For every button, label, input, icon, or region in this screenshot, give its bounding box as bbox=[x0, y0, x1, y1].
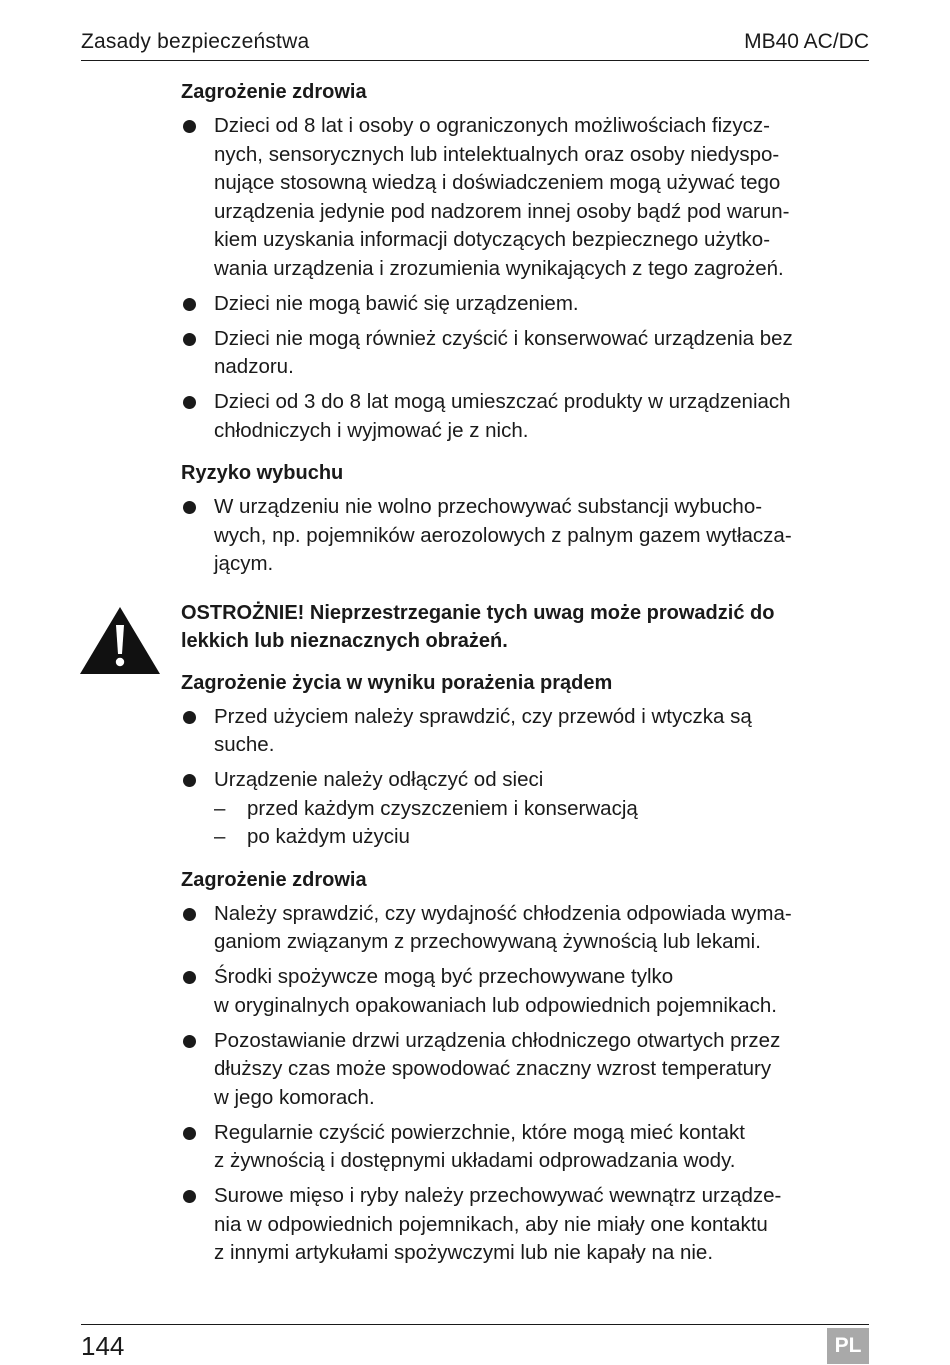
bullet-icon bbox=[183, 711, 196, 724]
list-item bbox=[181, 1182, 871, 1268]
list-item-text: Należy sprawdzić, czy wydajność chłodzenia odpowiada wyma- ganiom związanym z przechowywaną żywnością lub lekami. bbox=[214, 901, 792, 953]
list-item bbox=[181, 963, 871, 1020]
page-header bbox=[81, 28, 869, 61]
bullet-icon bbox=[183, 120, 196, 133]
list-item bbox=[181, 112, 871, 283]
list-item bbox=[181, 900, 871, 957]
warning-triangle-icon bbox=[79, 605, 161, 675]
bullet-icon bbox=[183, 501, 196, 514]
list-item bbox=[181, 290, 871, 319]
bullet-icon bbox=[183, 971, 196, 984]
list-item bbox=[181, 703, 871, 760]
list-item-text: Regularnie czyścić powierzchnie, które mogą mieć kontakt z żywnością i dostępnymi układami odprowadzania wody. bbox=[214, 1120, 745, 1172]
list-item bbox=[181, 1027, 871, 1113]
list-item-text: Urządzenie należy odłączyć od sieci bbox=[214, 768, 544, 791]
sub-list-item-text: po każdym użyciu bbox=[247, 825, 410, 848]
section-title: Zagrożenie zdrowia bbox=[181, 81, 367, 103]
list-item-text: Pozostawianie drzwi urządzenia chłodniczego otwartych przez dłuższy czas może spowodować znaczny wzrost temperatury w jego komorach. bbox=[214, 1028, 781, 1109]
bullet-icon bbox=[183, 908, 196, 921]
section-title: Ryzyko wybuchu bbox=[181, 462, 344, 484]
header-section-title: Zasady bezpieczeństwa bbox=[81, 30, 310, 53]
section-explosion-risk bbox=[181, 459, 871, 579]
header-model: MB40 AC/DC bbox=[744, 30, 869, 53]
list-item bbox=[181, 1119, 871, 1176]
language-badge: PL bbox=[827, 1328, 869, 1364]
list-item-text: Środki spożywcze mogą być przechowywane tylko w oryginalnych opakowaniach lub odpowiednich pojemnikach. bbox=[214, 965, 777, 1017]
sub-list-item-text: przed każdym czyszczeniem i konserwacją bbox=[247, 796, 638, 820]
section-health-risk bbox=[181, 78, 871, 445]
list-item-text: W urządzeniu nie wolno przechowywać substancji wybucho- wych, np. pojemników aerozolowych z palnym gazem wytłacza- jącym. bbox=[214, 495, 792, 575]
section-electric-shock bbox=[181, 669, 871, 852]
list-item-text: Surowe mięso i ryby należy przechowywać wewnątrz urządze- nia w odpowiednich pojemnikach, aby nie miały one kontaktu z innymi artykułami spożywczymi lub nie kapały na nie. bbox=[214, 1184, 782, 1264]
sub-list-item bbox=[214, 795, 871, 824]
warning-block bbox=[181, 599, 871, 655]
section-health-risk-2 bbox=[181, 866, 871, 1268]
bullet-icon bbox=[183, 396, 196, 409]
warning-text: OSTROŻNIE! Nieprzestrzeganie tych uwag może prowadzić do lekkich lub nieznacznych obrażeń. bbox=[181, 601, 775, 652]
list-item-text: Dzieci od 3 do 8 lat mogą umieszczać produkty w urządzeniach chłodniczych i wyjmować je z nich. bbox=[214, 390, 791, 442]
bullet-icon bbox=[183, 1127, 196, 1140]
list-item-text: Dzieci nie mogą bawić się urządzeniem. bbox=[214, 291, 579, 315]
page-footer bbox=[81, 1324, 869, 1361]
dash-marker: – bbox=[214, 796, 226, 820]
list-item-text: Przed użyciem należy sprawdzić, czy przewód i wtyczka są suche. bbox=[214, 704, 752, 756]
bullet-icon bbox=[183, 1035, 196, 1048]
page-content bbox=[181, 78, 871, 1274]
bullet-icon bbox=[183, 333, 196, 346]
dash-marker: – bbox=[214, 825, 226, 848]
sub-list-item bbox=[214, 823, 871, 852]
list-item-text: Dzieci od 8 lat i osoby o ograniczonych możliwościach fizycz- nych, sensorycznych lub intelektualnych oraz osoby niedyspo- nujące stosowną wiedzą i doświadczeniem mogą używać tego urządzenia jedynie pod nadzorem innej osoby bądź pod warun- kiem uzyskania informacji dotyczących bezpiecznego użytko- wania urządzenia i zrozumienia wynikających z tego zagrożeń. bbox=[214, 114, 790, 280]
list-item bbox=[181, 766, 871, 852]
page-number: 144 bbox=[81, 1331, 125, 1361]
bullet-icon bbox=[183, 298, 196, 311]
list-item bbox=[181, 493, 871, 579]
bullet-icon bbox=[183, 1190, 196, 1203]
list-item-text: Dzieci nie mogą również czyścić i konserwować urządzenia bez nadzoru. bbox=[214, 326, 793, 378]
list-item bbox=[181, 325, 871, 382]
section-title: Zagrożenie zdrowia bbox=[181, 868, 367, 891]
section-title: Zagrożenie życia w wyniku porażenia prądem bbox=[181, 671, 613, 694]
bullet-icon bbox=[183, 774, 196, 787]
list-item bbox=[181, 388, 871, 445]
